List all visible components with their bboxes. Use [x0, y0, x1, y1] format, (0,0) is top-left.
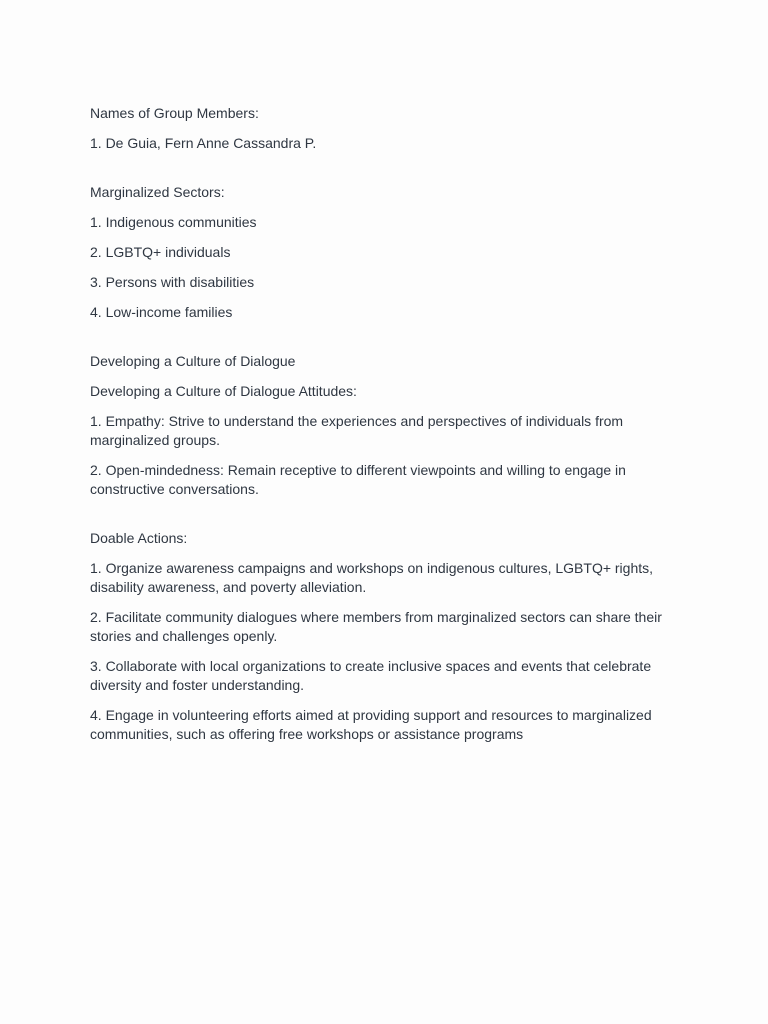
dialogue-subheading: Developing a Culture of Dialogue Attitudes: — [90, 383, 357, 399]
dialogue-attitude-item: 1. Empathy: Strive to understand the experiences and perspectives of individuals from marginalized groups. — [90, 413, 624, 448]
document-page — [90, 104, 680, 755]
actions-heading: Doable Actions: — [90, 530, 188, 546]
dialogue-heading: Developing a Culture of Dialogue — [90, 353, 296, 369]
sector-item: 1. Indigenous communities — [90, 214, 257, 230]
action-item: 1. Organize awareness campaigns and workshops on indigenous cultures, LGBTQ+ rights, disability awareness, and poverty alleviation. — [90, 560, 654, 595]
sectors-heading: Marginalized Sectors: — [90, 184, 225, 200]
action-item: 3. Collaborate with local organizations to create inclusive spaces and events that celebrate diversity and foster understanding. — [90, 658, 652, 693]
action-item: 2. Facilitate community dialogues where members from marginalized sectors can share their stories and challenges openly. — [90, 609, 662, 644]
sector-item: 2. LGBTQ+ individuals — [90, 244, 231, 260]
action-item: 4. Engage in volunteering efforts aimed at providing support and resources to marginalized communities, such as offering free workshops or assistance programs — [90, 707, 652, 742]
sector-item: 4. Low-income families — [90, 304, 233, 320]
members-heading: Names of Group Members: — [90, 105, 259, 121]
section-spacer — [90, 333, 680, 352]
dialogue-attitude-item: 2. Open-mindedness: Remain receptive to different viewpoints and willing to engage in constructive conversations. — [90, 462, 626, 497]
section-spacer — [90, 510, 680, 529]
member-item: 1. De Guia, Fern Anne Cassandra P. — [90, 135, 317, 151]
section-spacer — [90, 164, 680, 183]
sector-item: 3. Persons with disabilities — [90, 274, 255, 290]
